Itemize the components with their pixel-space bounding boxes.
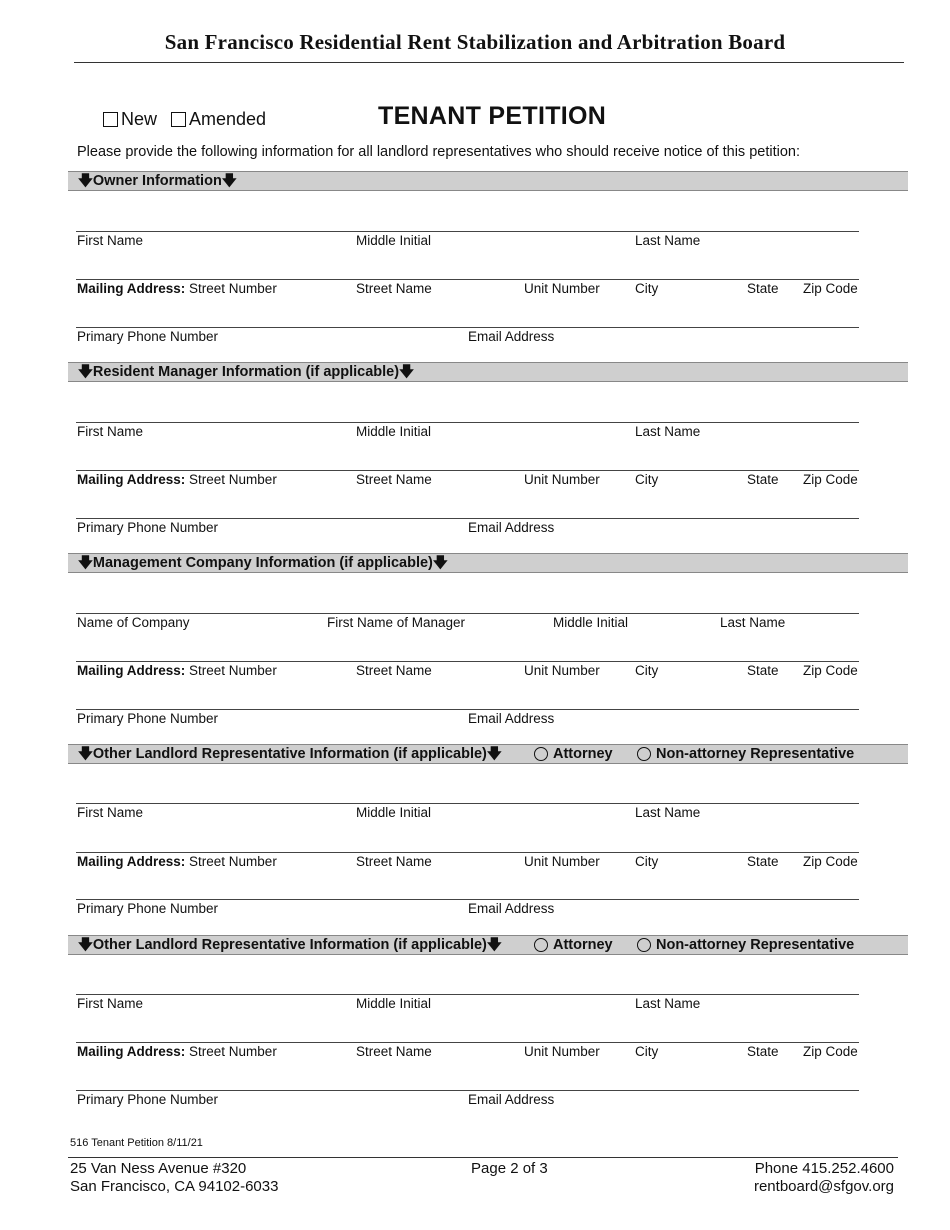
section-title-other-rep-1: 🡇Other Landlord Representative Information (if applicable)🡇 xyxy=(78,746,502,762)
intro-text: Please provide the following information for all landlord representatives who should receive notice of this petition: xyxy=(77,144,800,160)
section-title-resident-manager: 🡇Resident Manager Information (if applicable)🡇 xyxy=(78,364,414,380)
down-arrow-icon: 🡇 xyxy=(486,937,502,953)
or1-email-label: Email Address xyxy=(468,901,555,916)
owner-contact-line[interactable] xyxy=(76,327,859,328)
owner-first-name-label: First Name xyxy=(77,233,144,248)
owner-middle-initial-label: Middle Initial xyxy=(356,233,432,248)
section-header-resident-manager xyxy=(68,362,908,382)
owner-street-number-label: Mailing Address: Street Number xyxy=(77,281,277,296)
owner-state-label: State xyxy=(747,281,779,296)
radio-circle-icon[interactable] xyxy=(534,938,548,952)
or1-middle-initial-label: Middle Initial xyxy=(356,805,432,820)
rm-unit-number-label: Unit Number xyxy=(524,472,600,487)
or1-contact-line[interactable] xyxy=(76,899,859,900)
or1-last-name-label: Last Name xyxy=(635,805,701,820)
owner-phone-label: Primary Phone Number xyxy=(77,329,219,344)
section-title-owner: 🡇Owner Information🡇 xyxy=(78,173,237,189)
checkbox-new-label: New xyxy=(121,109,158,129)
rm-street-number-label: Mailing Address: Street Number xyxy=(77,472,277,487)
footer-divider xyxy=(68,1157,898,1158)
or2-name-line[interactable] xyxy=(76,994,859,995)
section-title-management-company: 🡇Management Company Information (if applicable)🡇 xyxy=(78,555,448,571)
or2-contact-line[interactable] xyxy=(76,1090,859,1091)
rm-contact-line[interactable] xyxy=(76,518,859,519)
owner-city-label: City xyxy=(635,281,659,296)
or2-zip-label: Zip Code xyxy=(803,1044,858,1059)
rm-last-name-label: Last Name xyxy=(635,424,701,439)
or2-street-name-label: Street Name xyxy=(356,1044,432,1059)
owner-name-line[interactable] xyxy=(76,231,859,232)
down-arrow-icon: 🡇 xyxy=(221,173,237,189)
or2-email-label: Email Address xyxy=(468,1092,555,1107)
down-arrow-icon: 🡇 xyxy=(78,173,93,189)
radio-circle-icon[interactable] xyxy=(637,747,651,761)
rm-phone-label: Primary Phone Number xyxy=(77,520,219,535)
down-arrow-icon: 🡇 xyxy=(399,364,414,380)
mc-company-name-label: Name of Company xyxy=(77,615,190,630)
down-arrow-icon: 🡇 xyxy=(78,555,93,571)
owner-address-line[interactable] xyxy=(76,279,859,280)
rm-name-line[interactable] xyxy=(76,422,859,423)
rm-zip-label: Zip Code xyxy=(803,472,858,487)
radio-circle-icon[interactable] xyxy=(637,938,651,952)
form-code: 516 Tenant Petition 8/11/21 xyxy=(70,1137,203,1149)
rm-address-line[interactable] xyxy=(76,470,859,471)
checkbox-amended-box[interactable] xyxy=(171,112,186,127)
footer-address xyxy=(70,1160,278,1196)
or2-last-name-label: Last Name xyxy=(635,996,701,1011)
down-arrow-icon: 🡇 xyxy=(78,364,93,380)
footer-email: rentboard@sfgov.org xyxy=(753,1178,894,1195)
rm-city-label: City xyxy=(635,472,659,487)
down-arrow-icon: 🡇 xyxy=(78,937,93,953)
mc-last-name-label: Last Name xyxy=(720,615,786,630)
mc-name-line[interactable] xyxy=(76,613,859,614)
petition-title: TENANT PETITION xyxy=(378,102,607,130)
rm-middle-initial-label: Middle Initial xyxy=(356,424,432,439)
rm-email-label: Email Address xyxy=(468,520,555,535)
mc-contact-line[interactable] xyxy=(76,709,859,710)
owner-last-name-label: Last Name xyxy=(635,233,701,248)
or2-street-number-label: Mailing Address: Street Number xyxy=(77,1044,277,1059)
footer-contact xyxy=(754,1160,894,1196)
or1-state-label: State xyxy=(747,854,779,869)
owner-street-name-label: Street Name xyxy=(356,281,432,296)
or2-phone-label: Primary Phone Number xyxy=(77,1092,219,1107)
section-header-owner xyxy=(68,171,908,191)
or2-first-name-label: First Name xyxy=(77,996,144,1011)
down-arrow-icon: 🡇 xyxy=(432,555,448,571)
section-header-other-rep-2 xyxy=(68,935,908,955)
header-divider xyxy=(74,62,904,63)
section-header-other-rep-1 xyxy=(68,744,908,764)
checkbox-new[interactable] xyxy=(103,109,157,130)
footer-address-line1: 25 Van Ness Avenue #320 xyxy=(70,1160,247,1177)
down-arrow-icon: 🡇 xyxy=(486,746,502,762)
other-rep-1-non-attorney-radio[interactable]: Non-attorney Representative xyxy=(637,745,854,763)
or2-state-label: State xyxy=(747,1044,779,1059)
mc-street-name-label: Street Name xyxy=(356,663,432,678)
or2-unit-number-label: Unit Number xyxy=(524,1044,600,1059)
mc-state-label: State xyxy=(747,663,779,678)
mc-manager-first-name-label: First Name of Manager xyxy=(327,615,466,630)
footer-address-line2: San Francisco, CA 94102-6033 xyxy=(70,1178,279,1195)
checkbox-new-box[interactable] xyxy=(103,112,118,127)
or1-unit-number-label: Unit Number xyxy=(524,854,600,869)
or1-phone-label: Primary Phone Number xyxy=(77,901,219,916)
or1-address-line[interactable] xyxy=(76,852,859,853)
checkbox-amended[interactable] xyxy=(171,109,266,130)
down-arrow-icon: 🡇 xyxy=(78,746,93,762)
owner-email-label: Email Address xyxy=(468,329,555,344)
rm-first-name-label: First Name xyxy=(77,424,144,439)
owner-zip-label: Zip Code xyxy=(803,281,858,296)
petition-type-checkboxes xyxy=(103,109,280,130)
board-title: San Francisco Residential Rent Stabilization and Arbitration Board xyxy=(164,30,786,54)
other-rep-2-non-attorney-radio[interactable]: Non-attorney Representative xyxy=(637,936,854,954)
section-header-management-company xyxy=(68,553,908,573)
rm-street-name-label: Street Name xyxy=(356,472,432,487)
or1-zip-label: Zip Code xyxy=(803,854,858,869)
or1-street-number-label: Mailing Address: Street Number xyxy=(77,854,277,869)
mc-unit-number-label: Unit Number xyxy=(524,663,600,678)
other-rep-1-attorney-radio[interactable]: Attorney xyxy=(534,745,613,763)
mc-zip-label: Zip Code xyxy=(803,663,858,678)
section-title-other-rep-2: 🡇Other Landlord Representative Information (if applicable)🡇 xyxy=(78,937,502,953)
or2-middle-initial-label: Middle Initial xyxy=(356,996,432,1011)
or1-street-name-label: Street Name xyxy=(356,854,432,869)
checkbox-amended-label: Amended xyxy=(189,109,267,129)
mc-email-label: Email Address xyxy=(468,711,555,726)
rm-state-label: State xyxy=(747,472,779,487)
or2-city-label: City xyxy=(635,1044,659,1059)
mc-street-number-label: Mailing Address: Street Number xyxy=(77,663,277,678)
mc-phone-label: Primary Phone Number xyxy=(77,711,219,726)
other-rep-2-attorney-radio[interactable]: Attorney xyxy=(534,936,613,954)
or1-first-name-label: First Name xyxy=(77,805,144,820)
owner-unit-number-label: Unit Number xyxy=(524,281,600,296)
page-number: Page 2 of 3 xyxy=(471,1160,548,1177)
footer-phone: Phone 415.252.4600 xyxy=(754,1160,894,1177)
or1-city-label: City xyxy=(635,854,659,869)
or1-name-line[interactable] xyxy=(76,803,859,804)
radio-circle-icon[interactable] xyxy=(534,747,548,761)
or2-address-line[interactable] xyxy=(76,1042,859,1043)
mc-city-label: City xyxy=(635,663,659,678)
mc-address-line[interactable] xyxy=(76,661,859,662)
mc-middle-initial-label: Middle Initial xyxy=(553,615,629,630)
